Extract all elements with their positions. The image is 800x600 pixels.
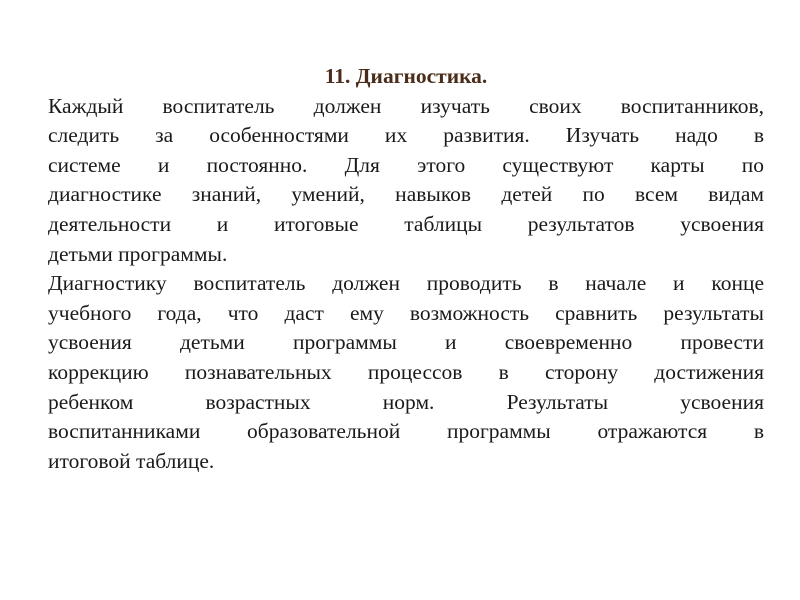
paragraph-1 (48, 92, 764, 270)
text-line: ребенком возрастных норм. Результаты усвоения (48, 389, 764, 414)
text-line: учебного года, что даст ему возможность сравнить результаты (48, 300, 764, 325)
slide-content (48, 62, 764, 476)
text-line: диагностике знаний, умений, навыков детей по всем видам (48, 182, 764, 207)
text-line: следить за особенностями их развития. Изучать надо в (48, 123, 764, 148)
text-line: усвоения детьми программы и своевременно провести (48, 330, 764, 355)
text-line: системе и постоянно. Для этого существуют карты по (48, 152, 764, 177)
text-line: Диагностику воспитатель должен проводить в начале и конце (48, 271, 764, 296)
slide-title: 11. Диагностика. (324, 64, 488, 88)
paragraph-2 (48, 269, 764, 476)
text-line: коррекцию познавательных процессов в сторону достижения (48, 359, 764, 384)
text-line: детьми программы. (48, 241, 228, 266)
text-line: итоговой таблице. (48, 448, 215, 473)
text-line: воспитанниками образовательной программы отражаются в (48, 419, 764, 444)
text-line: деятельности и итоговые таблицы результатов усвоения (48, 211, 764, 236)
text-line: Каждый воспитатель должен изучать своих воспитанников, (48, 93, 764, 118)
